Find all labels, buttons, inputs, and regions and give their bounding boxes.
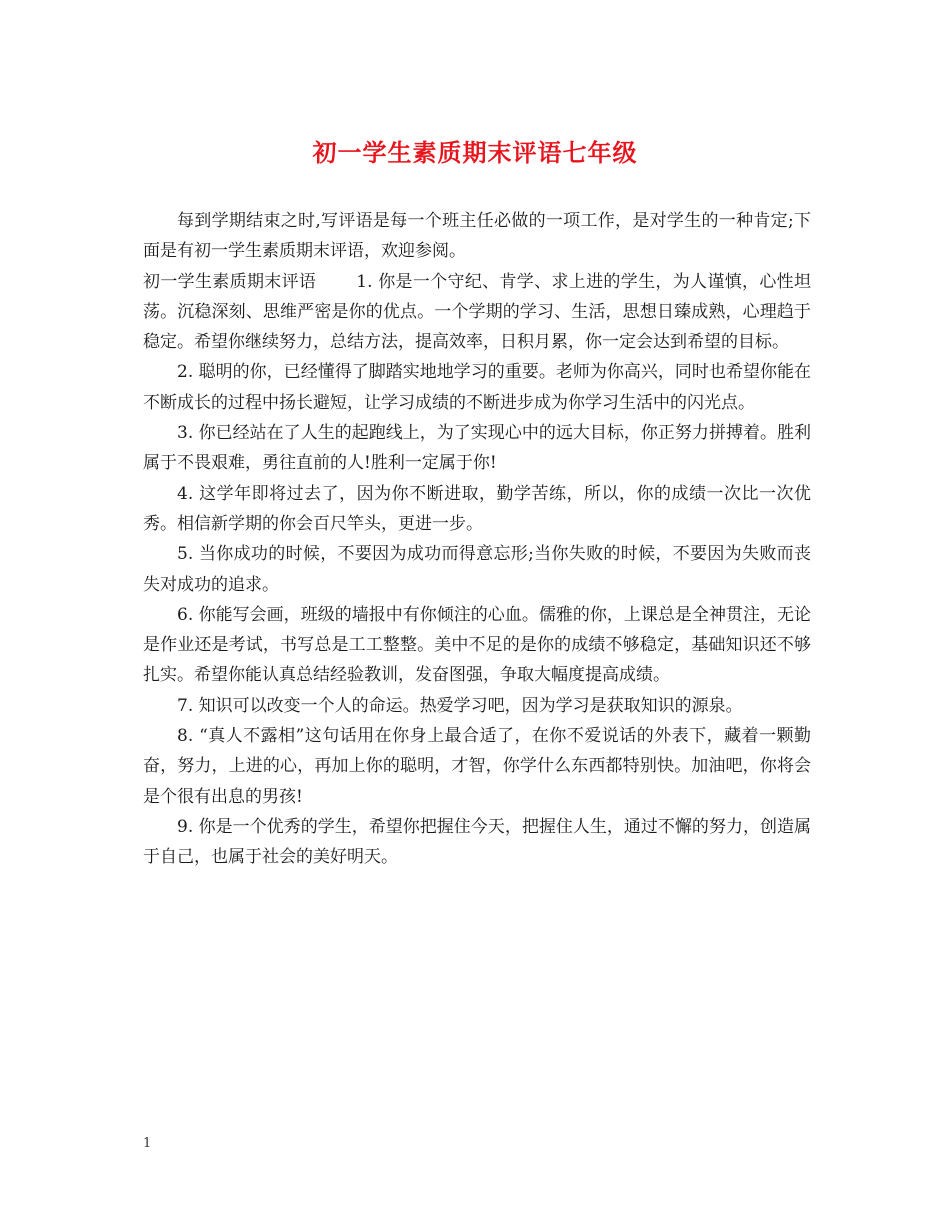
section-label: 初一学生素质期末评语 xyxy=(143,271,317,292)
page-number: 1 xyxy=(143,1136,152,1151)
comment-item-9: 9. 你是一个优秀的学生，希望你把握住今天，把握住人生，通过不懈的努力，创造属于自己，也属于社会的美好明天。 xyxy=(143,816,811,868)
comment-item-4: 4. 这学年即将过去了，因为你不断进取，勤学苦练，所以，你的成绩一次比一次优秀。相信新学期的你会百尺竿头，更进一步。 xyxy=(143,483,811,534)
comment-item-8: 8. “真人不露相”这句话用在你身上最合适了，在你不爱说话的外表下，藏着一颗勤奋，努力，上进的心，再加上你的聪明，才智，你学什么东西都特别快。加油吧，你将会是个很有出息的男孩! xyxy=(143,726,811,807)
comment-item-3: 3. 你已经站在了人生的起跑线上，为了实现心中的远大目标，你正努力拼搏着。胜利属于不畏艰难，勇往直前的人!胜利一定属于你! xyxy=(143,423,811,474)
document-body xyxy=(143,206,811,873)
comment-item-1: 1. 你是一个守纪、肯学、求上进的学生，为人谨慎，心性坦荡。沉稳深刻、思维严密是你的优点。一个学期的学习、生活，思想日臻成熟，心理趋于稳定。希望你继续努力，总结方法，提高效率，日积月累，你一定会达到希望的目标。 xyxy=(143,271,811,353)
intro-paragraph: 每到学期结束之时,写评语是每一个班主任必做的一项工作，是对学生的一种肯定;下面是有初一学生素质期末评语，欢迎参阅。 xyxy=(143,211,811,262)
comment-item-7: 7. 知识可以改变一个人的命运。热爱学习吧，因为学习是获取知识的源泉。 xyxy=(177,695,743,716)
document-title: 初一学生素质期末评语七年级 xyxy=(312,138,638,167)
section-paragraph xyxy=(143,267,811,358)
comment-item-2: 2. 聪明的你，已经懂得了脚踏实地地学习的重要。老师为你高兴，同时也希望你能在不断成长的过程中扬长避短，让学习成绩的不断进步成为你学习生活中的闪光点。 xyxy=(143,362,811,413)
comment-item-6: 6. 你能写会画，班级的墙报中有你倾注的心血。儒雅的你，上课总是全神贯注，无论是作业还是考试，书写总是工工整整。美中不足的是你的成绩不够稳定，基础知识还不够扎实。希望你能认真总结经验教训，发奋图强，争取大幅度提高成绩。 xyxy=(143,604,811,686)
comment-item-5: 5. 当你成功的时候，不要因为成功而得意忘形;当你失败的时候，不要因为失败而丧失对成功的追求。 xyxy=(143,544,811,595)
